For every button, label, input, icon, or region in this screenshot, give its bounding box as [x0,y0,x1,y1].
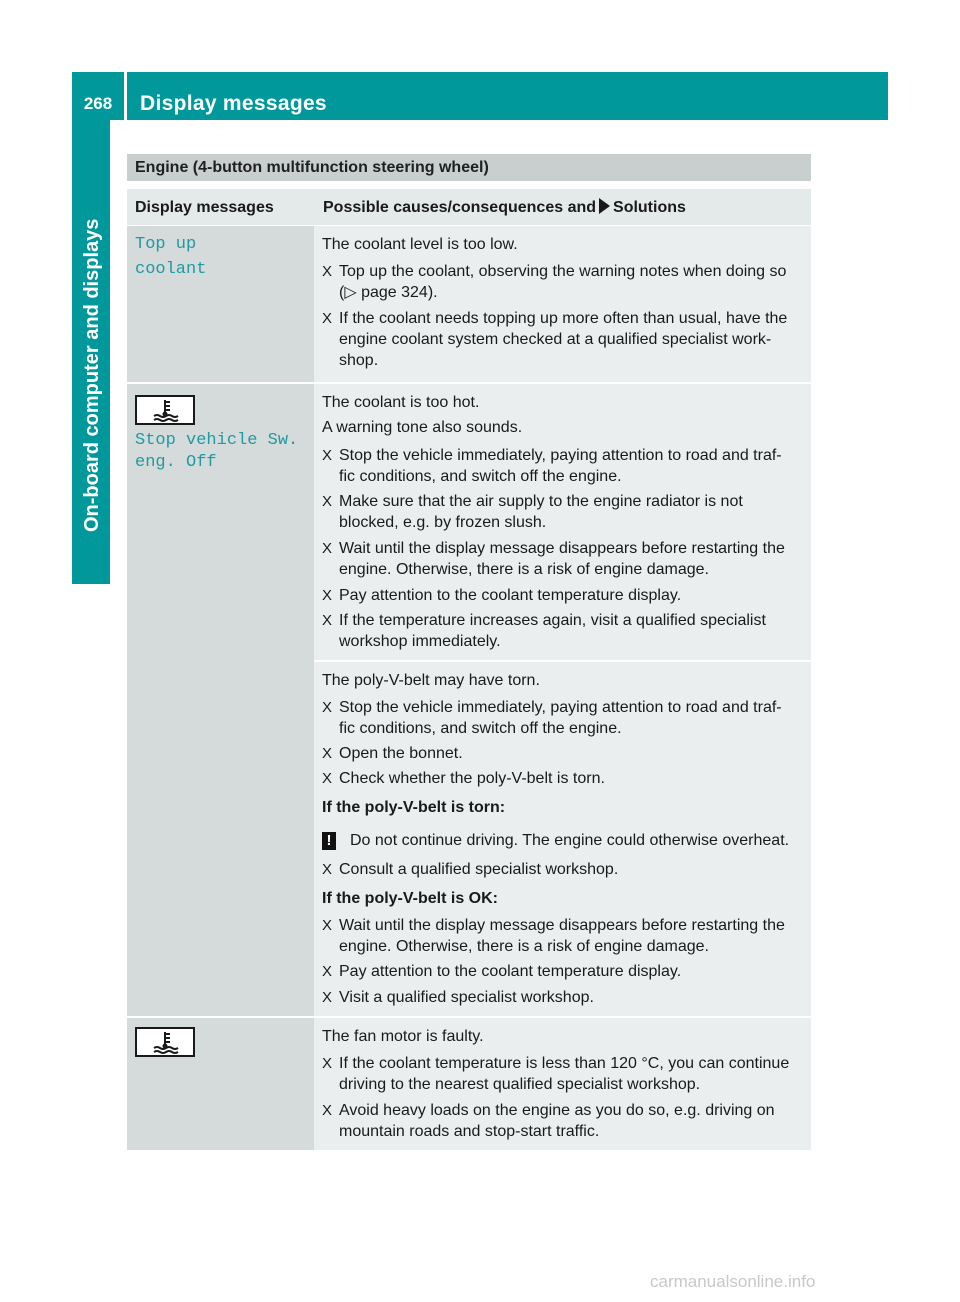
cause-text: A warning tone also sounds. [322,419,523,436]
step-text: Pay attention to the coolant temperature display. [339,587,682,604]
solution-step [322,743,806,764]
step-arrow-icon: X [322,963,333,980]
table-row-1-message-cell [127,226,314,382]
display-message-line: coolant [135,260,207,279]
step-text: Check whether the poly-V-belt is torn. [339,770,605,787]
coolant-temperature-icon [135,1027,195,1057]
display-message-line: eng. Off [135,453,217,472]
play-arrow-icon [599,198,610,214]
page-title: Display messages [140,92,327,115]
solution-step [322,538,806,580]
step-text: blocked, e.g. by frozen slush. [339,514,547,531]
solution-step [322,768,806,789]
display-message-line: Top up [135,235,197,254]
step-text: If the temperature increases again, visit a qualified specialist [339,612,766,629]
display-message-line: Stop vehicle Sw. [135,431,299,450]
step-text: engine. Otherwise, there is a risk of engine damage. [339,938,709,955]
table-row-2a-solution-cell [314,384,811,660]
step-arrow-icon: X [322,612,333,629]
step-text: fic conditions, and switch off the engine. [339,468,622,485]
step-arrow-icon: X [322,263,333,280]
step-arrow-icon: X [322,540,333,557]
footer-watermark: carmanualsonline.info [650,1272,816,1291]
column-header-solutions-text: Solutions [613,199,686,216]
solution-step [322,308,806,371]
step-text: Open the bonnet. [339,745,463,762]
step-arrow-icon: X [322,989,333,1006]
step-arrow-icon: X [322,745,333,762]
table-header-row [127,189,811,225]
step-text: Top up the coolant, observing the warning notes when doing so [339,263,787,280]
step-text: Visit a qualified specialist workshop. [339,989,594,1006]
step-arrow-icon: X [322,1055,333,1072]
step-text: Pay attention to the coolant temperature display. [339,963,682,980]
step-arrow-icon: X [322,770,333,787]
cause-text: The poly-V-belt may have torn. [322,672,540,689]
step-text: Wait until the display message disappears before restarting the [339,540,785,557]
table-row-2-message-cell [127,384,314,1016]
step-text: Consult a qualified specialist workshop. [339,861,619,878]
cause-text: The coolant level is too low. [322,236,518,253]
coolant-temperature-icon [135,395,195,425]
step-arrow-icon: X [322,447,333,464]
step-text: Avoid heavy loads on the engine as you do so, e.g. driving on [339,1102,775,1119]
step-text: If the coolant temperature is less than 120 °C, you can continue [339,1055,790,1072]
step-text: mountain roads and stop-start traffic. [339,1123,600,1140]
cause-text: The coolant is too hot. [322,394,480,411]
solution-step [322,491,806,533]
step-arrow-icon: X [322,493,333,510]
column-header-causes-text: Possible causes/consequences and [323,199,597,216]
solution-step [322,915,806,957]
warning-note [322,830,806,851]
step-arrow-icon: X [322,310,333,327]
step-text: driving to the nearest qualified specialist workshop. [339,1076,701,1093]
step-text: Stop the vehicle immediately, paying attention to road and traf- [339,699,782,716]
table-title: Engine (4-button multifunction steering wheel) [127,154,811,181]
column-header-display-messages: Display messages [135,199,274,216]
condition-heading-ok: If the poly-V-belt is OK: [322,890,499,907]
solution-step [322,859,806,880]
solution-step [322,445,806,487]
step-text: shop. [339,352,379,369]
solution-step [322,610,806,652]
exclamation-warning-icon: ! [322,832,336,850]
solution-step [322,697,806,739]
step-text: (▷ page 324). [339,284,438,301]
table-row-1-solution-cell [314,226,811,382]
step-arrow-icon: X [322,917,333,934]
page-number: 268 [83,94,113,113]
step-text: engine coolant system checked at a qualified specialist work- [339,331,772,348]
step-arrow-icon: X [322,1102,333,1119]
step-text: If the coolant needs topping up more often than usual, have the [339,310,788,327]
solution-step [322,1100,806,1142]
solution-step [322,961,806,982]
solution-step [322,987,806,1008]
solution-step [322,1053,806,1095]
step-arrow-icon: X [322,861,333,878]
warning-text: Do not continue driving. The engine could otherwise overheat. [350,832,790,849]
step-text: Wait until the display message disappears before restarting the [339,917,785,934]
step-text: engine. Otherwise, there is a risk of engine damage. [339,561,709,578]
column-header-causes-solutions [323,189,686,225]
cause-text: The fan motor is faulty. [322,1028,484,1045]
header-divider [124,72,127,120]
table-row-2b-solution-cell [314,662,811,1016]
solution-step [322,585,806,606]
step-arrow-icon: X [322,699,333,716]
step-text: Make sure that the air supply to the engine radiator is not [339,493,743,510]
step-text: fic conditions, and switch off the engine. [339,720,622,737]
table-row-3-solution-cell [314,1018,811,1150]
step-text: workshop immediately. [339,633,501,650]
coolant-temperature-icon-graphic [137,397,193,423]
solution-step [322,261,806,303]
step-arrow-icon: X [322,587,333,604]
condition-heading-torn: If the poly-V-belt is torn: [322,799,506,816]
coolant-temperature-icon-graphic [137,1029,193,1055]
table-row-3-message-cell [127,1018,314,1150]
step-text: Stop the vehicle immediately, paying attention to road and traf- [339,447,782,464]
side-section-label: On-board computer and displays [81,218,103,532]
